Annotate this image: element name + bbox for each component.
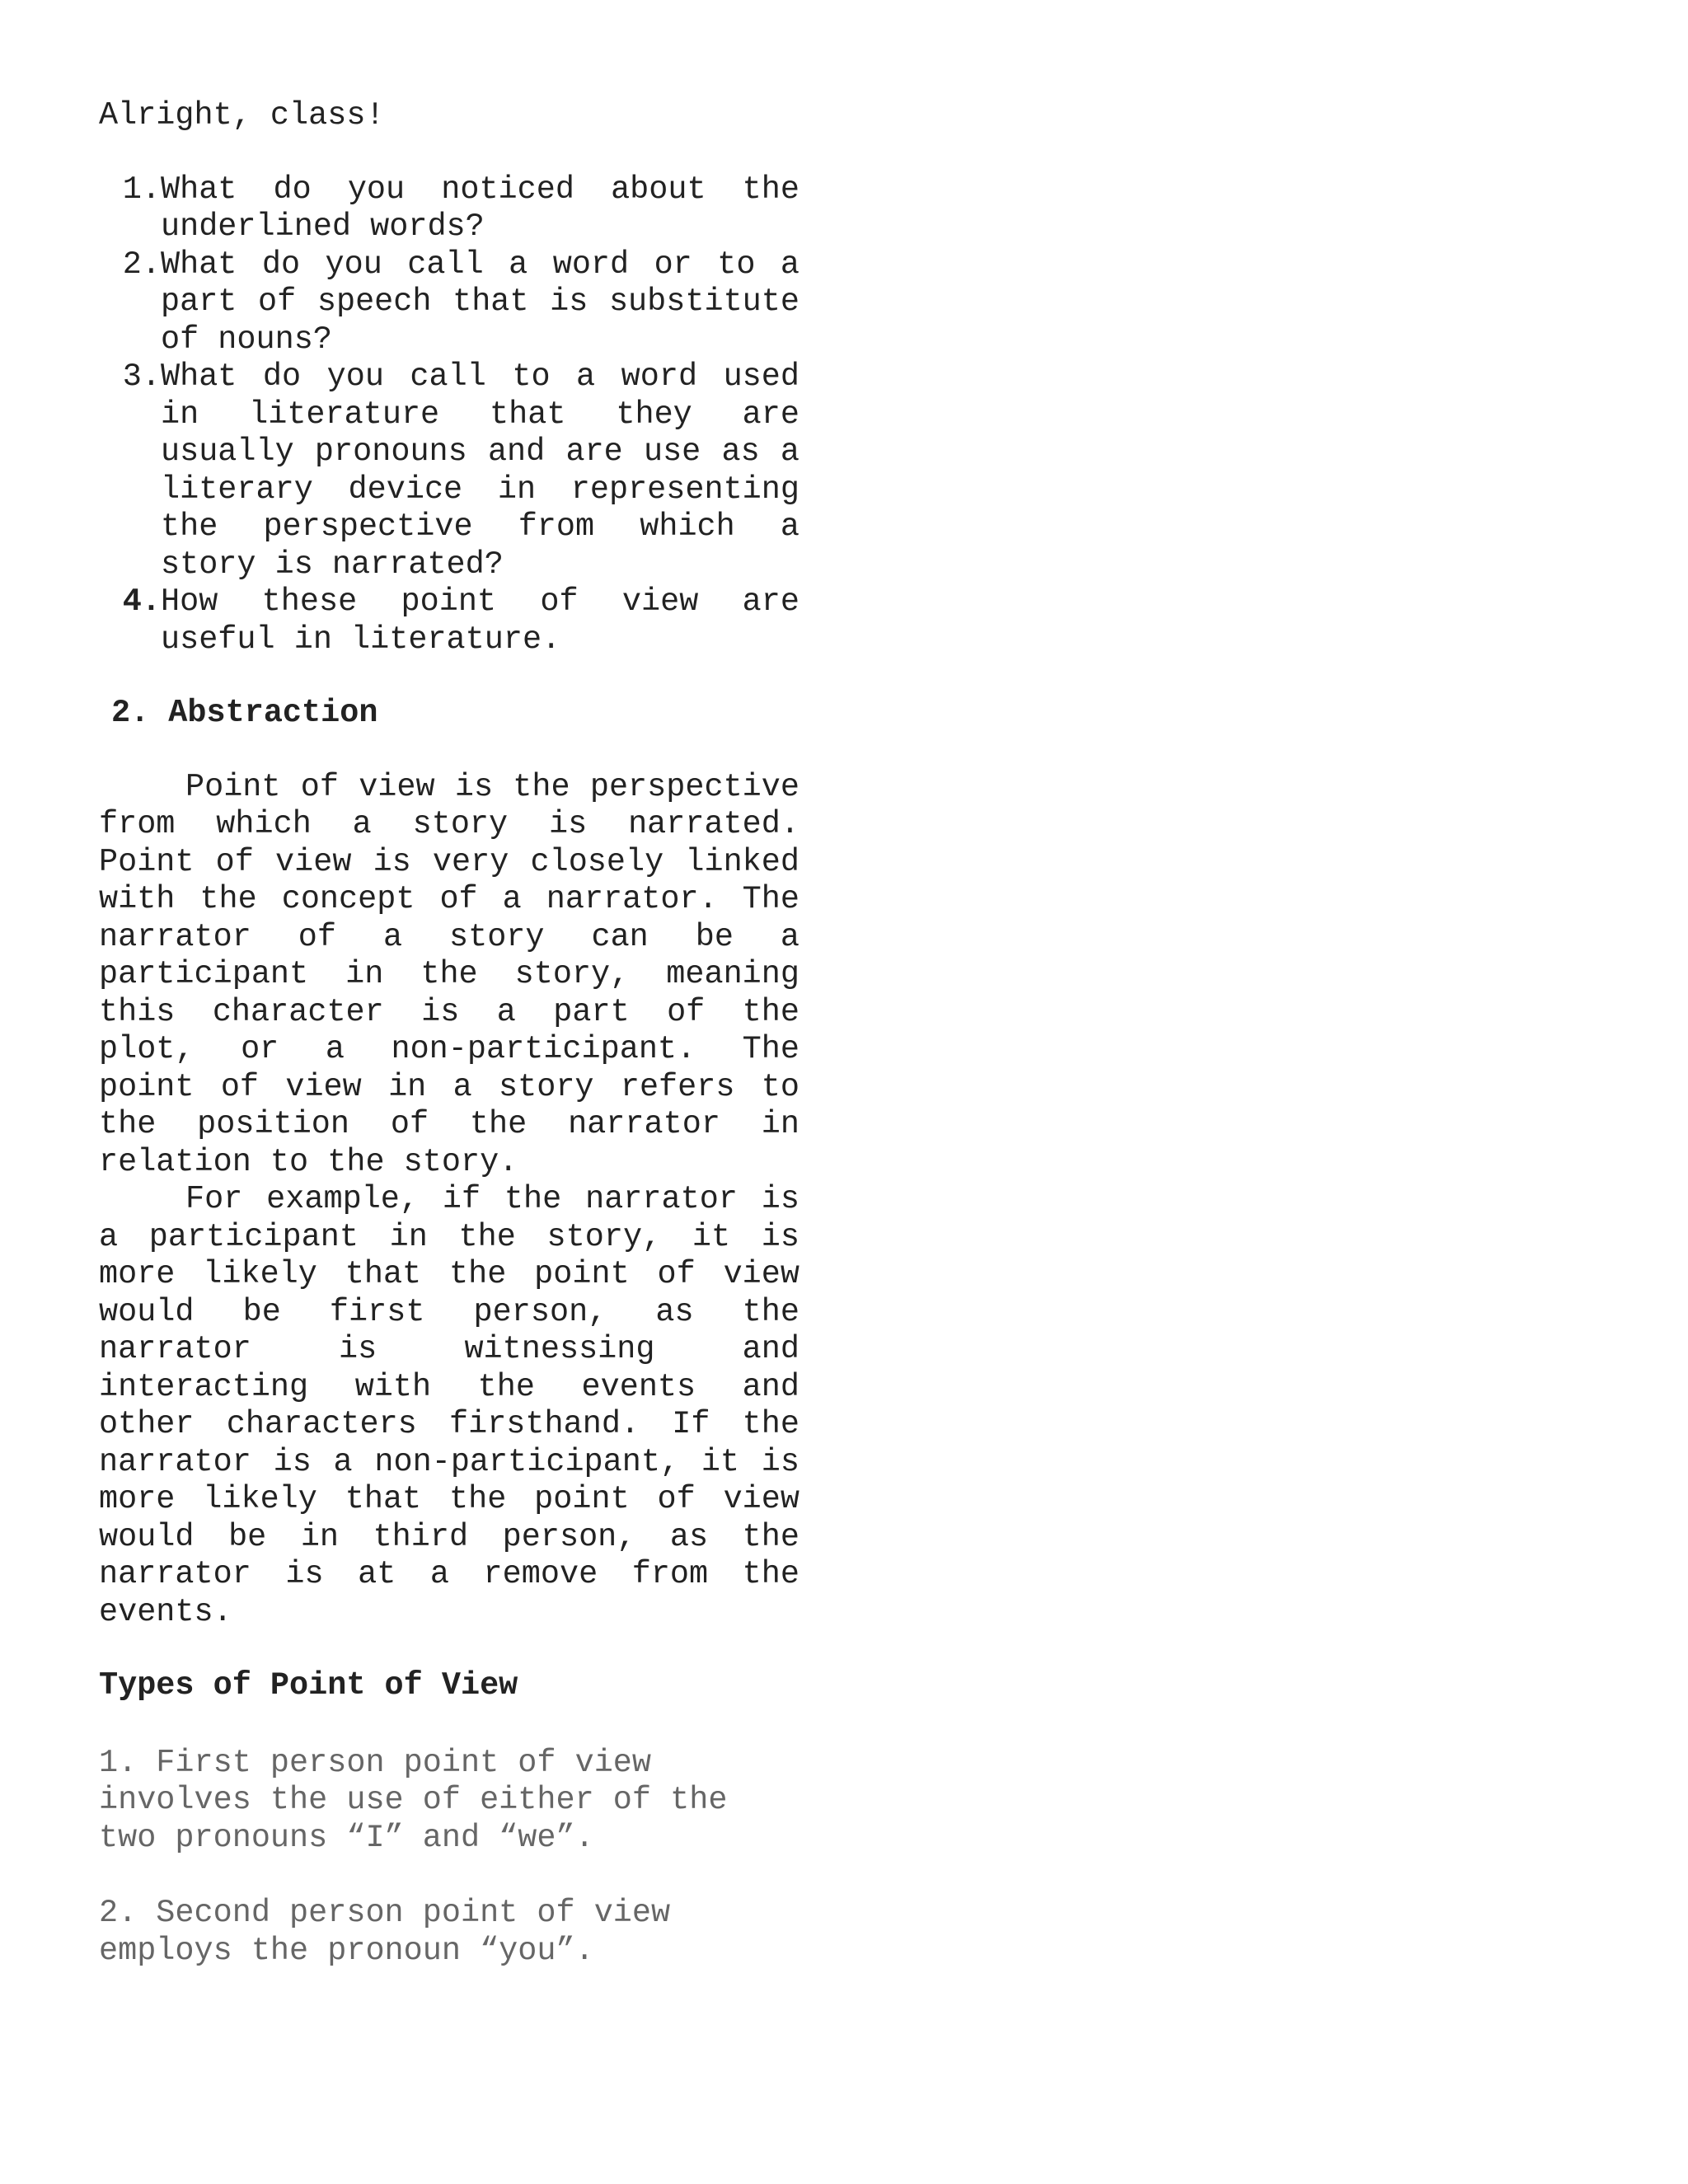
question-text: What do you call to a word used in literature that they are usually pronouns and are use as a literary device in representing the perspective from which a story is narrated? [161, 359, 799, 583]
question-number: 2. [122, 246, 161, 283]
abstraction-paragraph: Point of view is the perspective from which a story is narrated. Point of view is very closely linked with the concept of a narrator. The narrator of a story can be a participant in the story, meaning this character is a part of the plot, or a non-participant. The point of view in a story refers to the position of the narrator in relation to the story. [99, 768, 799, 1180]
question-text: What do you call a word or to a part of speech that is substitute of nouns? [161, 246, 799, 358]
question-item [99, 359, 799, 583]
question-list [99, 171, 799, 659]
greeting-text: Alright, class! [99, 97, 385, 134]
question-item [99, 246, 799, 359]
document-page [99, 97, 799, 2008]
question-item [99, 583, 799, 658]
type-item: 1. First person point of view involves the use of either of the two pronouns “I” and “we”. [99, 1744, 728, 1856]
question-text: How these point of view are useful in literature. [161, 583, 799, 658]
question-number: 3. [122, 359, 161, 395]
question-number: 1. [122, 171, 161, 208]
type-item: 2. Second person point of view employs the pronoun “you”. [99, 1895, 671, 1969]
abstraction-paragraph: For example, if the narrator is a participant in the story, it is more likely that the point of view would be first person, as the narrator is witnessing and interacting with the events and other characters firsthand. If the narrator is a non-participant, it is more likely that the point of view would be in third person, as the narrator is at a remove from the events. [99, 1181, 799, 1630]
abstraction-heading: 2. Abstraction [111, 695, 378, 731]
question-text: What do you noticed about the underlined words? [161, 171, 799, 245]
question-number: 4. [122, 583, 161, 620]
question-item [99, 171, 799, 246]
types-heading: Types of Point of View [99, 1667, 518, 1704]
